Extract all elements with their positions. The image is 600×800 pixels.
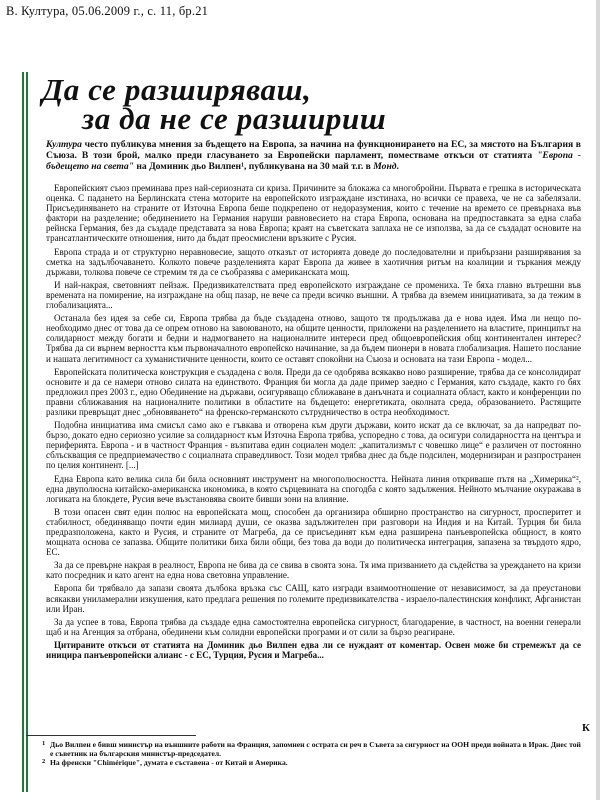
author-signature: К [582,722,590,734]
paragraph: В този опасен свят един полюс на европейската мощ, способен да организира обширно пространство на сигурност, просперитет и стабилност, обединяващо почти един милиард души, се оказва задължителен при разговори на Индия и на Китай. Турция би била предразположена, както и Русия, и страните от Магреба, да се присъединят към една разширена панъевропейска общност, в която мощната основа се запазва. Общите политики биха били общи, без това да води до политическа интеграция, запазена за твърдото ядро, ЕС. [46,506,581,558]
paragraph: Една Европа като велика сила би била основният инструмент на многополюсността. Нейната линия откриваше пътя на „Химерика“², една двуполюсна китайско-американска икономика, в която сърцевината на спогодба с която задължения. Нейното мълчание окуражава в логиката на блокдете, Русия вече възстановява своите бивши зони на влияние. [46,473,581,504]
lead-publication: Култура [46,139,82,150]
article [22,72,587,792]
footnote-number: 1 [42,740,46,747]
paragraph: Европа страда и от структурно неравновесие, защото отказът от историята доведе до последователни и прибързани разширявания за сметка на задълбочаването. Колкото повече разделенията карат Европа да живее в хаотичния ритъм на коалиции и търкания между държави, толкова повече се стремим тя да се съобразява с американската мощ. [46,246,581,277]
lead-article-title: "Европа - бъдещето на света" [46,150,581,172]
paragraph: Европа би трябвало да запази своята дълбока връзка със САЩ, като изгради взаимоотношение от независимост, за да преустанови всякакви униламерални изкушения, като предлага решения по големите предизвикателства - израело-палестинския конфликт, Афганистан или Иран. [46,583,581,614]
footnote-divider [26,735,196,736]
paragraph: За да успее в това, Европа трябва да създаде една самостоятелна европейска сигурност, благодарение, в частност, на военни генерали щаб и на Агенция за отбрана, обединени към солидни европейски програми и от сили за бързо реагиране. [46,616,581,637]
lead-text-2: на Доминик дьо Вилпен¹, публикувана на 30 май т.г. в [133,161,374,172]
paragraph: И най-накрая, световният пейзаж. Предизвикателствата пред европейското изграждане се промениха. Те бяха главно вътрешни във времената на помирение, на изграждане на общ пазар, не вече са преди всичко външни. А трябва да вземем инициативата, за да тежим в глобализацията... [46,279,581,311]
lead-text: често публикува мнения за бъдещето на Европа, за начина на функционирането на ЕС, за мястото на България в Съюза. В този брой, малко преди гласуването за Европейски парламент, поместваме откъси от статията [46,139,581,161]
footnotes [42,740,582,767]
source-header: В. Култура, 05.06.2009 г., с. 11, бр.21 [6,4,209,18]
lead-end: . [396,161,399,172]
footnote [42,758,582,767]
lead-newspaper: Монд [373,161,397,172]
paragraph: Европейската политическа конструкция е създадена с воля. Преди да се одобрява всякакво ново разширение, трябва да се консолидират основите и да се намери отново силата на единството. Франция би могла да даде пример заедно с Германия, като създаде, както го бях предложил през 2003 г., едно Обединение на държави, осигуряващо сближаване в данъчната и социалната област, както и конференции по правни сближавания на националните политики в областите на бъдещето: енергетиката, околната среда, образованието. Растящите разлики превръщат днес „обновяването“ на френско-германското сътрудничество в остра необходимост. [46,366,581,417]
footnote [42,740,582,758]
article-body [46,183,581,773]
headline-line-1: Да се разширяваш, [42,72,312,107]
lead-paragraph [46,139,581,172]
paragraph: Подобна инициатива има смисъл само ако е гъвкава и отворена към други държави, които искат да се включат, за да напредват по-бързо, докато едно сериозно усилие за солидарност към Източна Европа трябва, успоредно с това, да осигури солидарността на центъра и периферията. Европа - и в частност Франция - възпитава един социален модел: „капитализмът с човешко лице“ е различен от постоянно сблъскващия се предприемачество с социалната справедливост. Този модел трябва днес да бъде подсилен, модернизиран и разпространен по целия континент. [...] [46,420,581,471]
footnote-number: 2 [42,758,46,765]
scan-edge [596,0,600,800]
paragraph: За да се превърне накрая в реалност, Европа не бива да се свива в своята зона. Тя има призванието да съдейства за уреждането на кризи като посредник и като агент на една нова световна управление. [46,560,581,581]
footnote-text: Дьо Вилпен е бивш министър на външните работи на Франция, запомнен с острата си реч в Съвета за сигурност на ООН преди войната в Ирак. Днес той е съветник на българския министър-председател. [50,740,581,758]
headline [42,72,387,136]
headline-line-2: за да не се разшириш [82,101,387,136]
paragraph: Европейският съюз преминава през най-сериозната си криза. Причините за блокажа са многобройни. Първата е грешка в историческата оценка. С падането на Берлинската стена моторите на европейското изграждане изстинаха, но всички се правеха, че не са забелязали. Присъединяването на страните от Източна Европа беше подкрепено от недоразумения, които с течение на времето се превърнаха във фактори на разделение; обединението на Германия наруши равновесието на стара Европа, основана на предпоставката за една слаба рейнска Германия, без да създаде представата за нова Европа; краят на съветската заплаха не се използва, за да се създадат основите на трансатлантическите отношения, нито да бъдат преосмислени връзките с Русия. [46,183,581,244]
paragraph: Останала без идея за себе си, Европа трябва да бъде създадена отново, защото тя продължава да е нова идея. Има ли нещо по-необходимо днес от това да се опрем отново на завоюваното, на общите ценности, приложени на разделението на властите, принципът на солидарност между богати и бедни и надмогването на националните интереси пред общоевропейския общ континентален интерес? Трябва да си върнем верността към първоначалното европейско начинание, за да бъдем пионери в новата глобализация. Нашето послание и нашата легитимност са хуманистичните ценности, които се оставят спокойни на Съюза и основата на тази Европа - модел... [46,313,581,364]
footnote-text: На френски "Chimérique", думата е съставена - от Китай и Америка. [50,758,288,767]
editorial-comment: Цитираните откъси от статията на Доминик дьо Вилпен едва ли се нуждаят от коментар. Освен може би стремежът да се иницира панъевропейски алианс - с ЕС, Турция, Русия и Магреба... [46,639,581,661]
